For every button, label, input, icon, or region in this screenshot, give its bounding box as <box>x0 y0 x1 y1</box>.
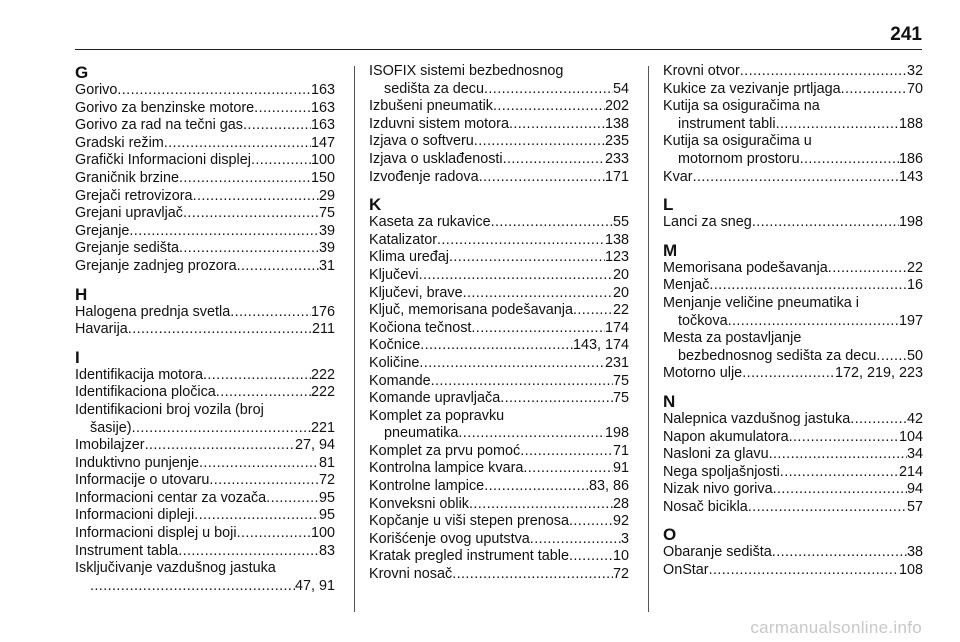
index-entry-text: Komande upravljača <box>369 390 501 407</box>
leader-dots <box>493 98 605 116</box>
index-entry <box>75 321 335 339</box>
index-entry-text: Informacioni displej u boji <box>75 525 237 542</box>
index-page-ref: 42 <box>906 410 923 427</box>
leader-dots <box>164 135 311 153</box>
leader-dots <box>193 188 319 206</box>
index-page-ref: 138 <box>604 115 629 132</box>
index-entry-text: sedišta za decu <box>384 80 484 97</box>
index-entry <box>75 472 335 490</box>
index-entry <box>663 429 923 447</box>
index-page-ref: 197 <box>898 312 923 329</box>
leader-dots <box>773 481 907 499</box>
watermark: carmanualsonline.info <box>750 618 922 637</box>
index-entry-text: Ključ, memorisana podešavanja <box>369 302 573 319</box>
leader-dots <box>693 169 899 187</box>
index-entry-text: Kutija sa osiguračima na <box>663 98 820 115</box>
index-entry-text: Mesta za postavljanje <box>663 330 802 347</box>
index-entry <box>369 425 629 443</box>
index-page-ref: 39 <box>318 240 335 257</box>
index-entry-text: Memorisana podešavanja <box>663 259 828 276</box>
section-letter: I <box>75 347 80 367</box>
leader-dots <box>117 82 311 100</box>
index-entry <box>369 232 629 250</box>
index-entry <box>75 304 335 322</box>
leader-dots <box>742 365 835 383</box>
index-entry-text: Komplet za prvu pomoć <box>369 442 521 459</box>
leader-dots <box>484 81 613 99</box>
index-page-ref: 75 <box>612 390 629 407</box>
index-entry-text: Instrument tabla <box>75 542 179 559</box>
index-entry-text: Komplet za popravku <box>369 407 505 424</box>
leader-dots <box>420 337 573 355</box>
index-entry <box>369 249 629 267</box>
index-page-ref: 186 <box>898 150 923 167</box>
index-entry-text: Gorivo za benzinske motore <box>75 99 255 116</box>
index-entry <box>369 133 629 151</box>
leader-dots <box>491 214 613 232</box>
index-page-ref: 16 <box>906 277 923 294</box>
index-entry-text: pneumatika <box>384 425 459 442</box>
index-entry-text: Menjač <box>663 277 710 294</box>
leader-dots <box>230 304 311 322</box>
leader-dots <box>458 425 605 443</box>
leader-dots <box>463 285 613 303</box>
leader-dots <box>523 460 613 478</box>
leader-dots <box>780 464 899 482</box>
index-entry <box>369 548 629 566</box>
index-entry-text: Halogena prednja svetla <box>75 303 231 320</box>
index-page-ref: 71 <box>612 442 629 459</box>
index-entry <box>75 437 335 455</box>
leader-dots <box>251 152 311 170</box>
index-entry-text: Ključevi, brave <box>369 284 463 301</box>
index-entry <box>369 81 629 99</box>
leader-dots <box>573 302 613 320</box>
index-page-ref: 163 <box>310 117 335 134</box>
leader-dots <box>419 355 605 373</box>
index-page-ref: 20 <box>612 284 629 301</box>
leader-dots <box>179 240 319 258</box>
index-entry <box>663 260 923 278</box>
index-entry <box>75 367 335 385</box>
index-page-ref: 20 <box>612 266 629 283</box>
index-entry-text: Izjava o usklađenosti <box>369 150 503 167</box>
index-entry-text: Isključivanje vazdušnog jastuka <box>75 560 276 577</box>
index-page-ref: 163 <box>310 82 335 98</box>
section-letter: K <box>369 195 382 215</box>
leader-dots <box>128 321 312 339</box>
leader-dots <box>748 499 907 517</box>
index-entry-text: Informacioni centar za vozača <box>75 489 267 506</box>
index-page-ref: 104 <box>898 428 923 445</box>
index-page-ref: 70 <box>906 80 923 97</box>
leader-dots <box>800 151 899 169</box>
leader-dots <box>266 490 319 508</box>
index-page-ref: 39 <box>318 222 335 239</box>
index-page-ref: 34 <box>906 446 923 463</box>
index-column-3 <box>663 63 923 580</box>
index-entry <box>663 116 923 134</box>
leader-dots <box>145 437 295 455</box>
index-entry <box>663 169 923 187</box>
leader-dots <box>752 214 899 232</box>
section-letter: O <box>663 525 677 545</box>
index-entry <box>663 481 923 499</box>
index-page-ref: 211 <box>312 321 335 338</box>
leader-dots <box>503 151 605 169</box>
index-entry <box>663 277 923 295</box>
index-entry-text: Nega spoljašnjosti <box>663 463 780 480</box>
index-entry-text: Informacioni dipleji <box>75 507 195 524</box>
leader-dots <box>129 223 319 241</box>
index-page-ref: 138 <box>604 231 629 248</box>
section-letter: G <box>75 63 89 82</box>
leader-dots <box>452 566 613 584</box>
index-page-ref: 174 <box>604 319 629 336</box>
index-entry-text: Graničnik brzine <box>75 169 179 186</box>
index-entry <box>663 562 923 580</box>
index-entry <box>75 205 335 223</box>
index-page-ref: 50 <box>906 347 923 364</box>
leader-dots <box>569 548 613 566</box>
index-entry-text: Kočiona tečnost <box>369 319 472 336</box>
leader-dots <box>474 133 605 151</box>
leader-dots <box>254 100 311 118</box>
index-entry-text: Klima uređaj <box>369 249 449 266</box>
index-page-ref: 83, 86 <box>588 478 629 495</box>
index-entry-text: Informacije o utovaru <box>75 472 210 489</box>
index-entry <box>369 285 629 303</box>
index-entry-text: Obaranje sedišta <box>663 544 772 561</box>
index-entry-text: Krovni nosač <box>369 566 453 583</box>
index-entry-text: Kontrolna lampice kvara <box>369 460 524 477</box>
index-entry-text: točkova <box>678 312 728 329</box>
index-page-ref: 22 <box>612 302 629 319</box>
leader-dots <box>419 267 613 285</box>
leader-dots <box>178 543 319 561</box>
index-page-ref: 100 <box>310 152 335 169</box>
index-column-2 <box>369 63 629 584</box>
index-entry <box>75 384 335 402</box>
index-entry-text: Kopčanje u viši stepen prenosa <box>369 513 570 530</box>
index-entry <box>369 460 629 478</box>
index-entry <box>75 135 335 153</box>
leader-dots <box>841 81 907 99</box>
leader-dots <box>479 169 605 187</box>
leader-dots <box>709 277 907 295</box>
index-entry-text: motornom prostoru <box>678 150 800 167</box>
leader-dots <box>850 411 907 429</box>
index-entry-text: Ključevi <box>369 266 419 283</box>
index-entry-text: Kvar <box>663 168 693 185</box>
leader-dots <box>728 313 899 331</box>
index-entry <box>369 151 629 169</box>
index-page-ref: 72 <box>612 566 629 583</box>
index-entry-text: Motorno ulje <box>663 365 743 382</box>
index-page-ref: 222 <box>310 366 335 383</box>
index-entry <box>75 223 335 241</box>
index-entry <box>75 82 335 100</box>
index-entry <box>663 411 923 429</box>
index-entry <box>663 348 923 366</box>
index-entry <box>369 478 629 496</box>
index-entry-text: Gorivo <box>75 82 118 98</box>
index-entry-text: Havarija <box>75 321 128 338</box>
index-page-ref: 198 <box>898 214 923 231</box>
index-entry-text: Nizak nivo goriva <box>663 481 773 498</box>
leader-dots <box>772 544 907 562</box>
index-entry <box>369 373 629 391</box>
index-entry <box>75 420 335 438</box>
leader-dots <box>179 170 311 188</box>
index-page-ref: 123 <box>604 249 629 266</box>
index-entry <box>369 531 629 549</box>
index-entry <box>369 355 629 373</box>
index-page-ref: 91 <box>612 460 629 477</box>
index-entry-text: Kočnice <box>369 337 421 354</box>
index-entry <box>75 525 335 543</box>
index-page-ref: 143, 174 <box>572 337 629 354</box>
leader-dots <box>199 455 319 473</box>
index-entry-text: bezbednosnog sedišta za decu <box>678 347 877 364</box>
index-entry-text: Krovni otvor <box>663 63 740 79</box>
index-page-ref: 214 <box>898 463 923 480</box>
leader-dots <box>237 525 311 543</box>
index-entry-text: Izduvni sistem motora <box>369 115 509 132</box>
index-page-ref: 75 <box>612 372 629 389</box>
index-page-ref: 57 <box>906 498 923 515</box>
leader-dots <box>876 348 907 366</box>
leader-dots <box>132 420 311 438</box>
index-entry <box>75 100 335 118</box>
index-entry-text: Grafički Informacioni displej <box>75 152 251 169</box>
index-entry-text: Kukice za vezivanje prtljaga <box>663 80 841 97</box>
index-entry <box>663 151 923 169</box>
index-entry-text: Nosač bicikla <box>663 498 748 515</box>
index-page-ref: 171 <box>604 168 629 185</box>
index-entry-text: šasije) <box>90 419 132 436</box>
index-page-ref: 47, 91 <box>294 577 335 594</box>
section-letter: M <box>663 240 678 260</box>
leader-dots <box>530 531 621 549</box>
index-entry-text: Količine <box>369 354 420 371</box>
index-page-ref: 221 <box>310 419 335 436</box>
leader-dots <box>484 478 589 496</box>
index-entry <box>369 214 629 232</box>
index-page-ref: 81 <box>318 454 335 471</box>
index-entry <box>75 490 335 508</box>
index-entry-text: Nasloni za glavu <box>663 446 769 463</box>
leader-dots <box>183 205 319 223</box>
index-page-ref: 3 <box>620 530 629 547</box>
leader-dots <box>500 390 613 408</box>
index-entry-text: Grejanje <box>75 222 130 239</box>
index-page-ref: 31 <box>318 257 335 274</box>
index-page-ref: 28 <box>612 495 629 512</box>
index-entry-text: Grejanje sedišta <box>75 240 179 257</box>
index-entry <box>75 170 335 188</box>
index-entry <box>663 365 923 383</box>
leader-dots <box>740 63 907 81</box>
index-entry-text: Korišćenje ovog uputstva <box>369 530 530 547</box>
index-entry <box>75 578 335 596</box>
leader-dots <box>469 496 613 514</box>
index-entry <box>369 116 629 134</box>
section-letter: N <box>663 391 676 411</box>
index-entry <box>369 302 629 320</box>
leader-dots <box>709 562 899 580</box>
index-page-ref: 233 <box>604 150 629 167</box>
index-entry <box>369 496 629 514</box>
leader-dots <box>243 117 311 135</box>
index-page-ref: 222 <box>310 384 335 401</box>
index-entry <box>369 98 629 116</box>
index-page-ref: 55 <box>612 214 629 231</box>
index-entry-text: Kratak pregled instrument table <box>369 548 569 565</box>
index-entry-text: Identifikacija motora <box>75 366 203 383</box>
leader-dots <box>431 373 613 391</box>
index-entry-text: Gradski režim <box>75 134 164 151</box>
index-entry <box>663 544 923 562</box>
index-page-ref: 29 <box>318 187 335 204</box>
index-column-1 <box>75 63 335 595</box>
index-page-ref: 198 <box>604 425 629 442</box>
page-number: 241 <box>890 24 922 45</box>
index-entry-text: Izvođenje radova <box>369 168 479 185</box>
index-entry <box>369 320 629 338</box>
index-page-ref: 10 <box>612 548 629 565</box>
index-page-ref: 95 <box>318 507 335 524</box>
index-page-ref: 32 <box>906 63 923 79</box>
index-entry-text: ISOFIX sistemi bezbednosnog <box>369 63 564 79</box>
leader-dots <box>194 507 319 525</box>
index-entry <box>369 390 629 408</box>
leader-dots <box>509 116 605 134</box>
leader-dots <box>769 446 907 464</box>
leader-dots <box>449 249 605 267</box>
leader-dots <box>203 367 311 385</box>
index-entry <box>75 240 335 258</box>
index-page-ref: 147 <box>310 134 335 151</box>
index-entry <box>369 443 629 461</box>
index-entry-text: Imobilajzer <box>75 437 145 454</box>
index-page-ref: 92 <box>612 513 629 530</box>
index-entry <box>75 152 335 170</box>
leader-dots <box>789 429 899 447</box>
index-entry <box>369 513 629 531</box>
index-entry <box>369 566 629 584</box>
index-entry <box>75 455 335 473</box>
index-entry-text: Menjanje veličine pneumatika i <box>663 294 859 311</box>
index-entry-text: Grejanje zadnjeg prozora <box>75 257 237 274</box>
index-page-ref: 202 <box>604 98 629 115</box>
index-page-ref: 188 <box>898 115 923 132</box>
index-page-ref: 150 <box>310 169 335 186</box>
index-page-ref: 143 <box>898 168 923 185</box>
index-entry-text: Nalepnica vazdušnog jastuka <box>663 410 851 427</box>
index-entry-text: Kaseta za rukavice <box>369 214 491 231</box>
column-divider <box>354 66 355 612</box>
index-entry-text: Napon akumulatora <box>663 428 789 445</box>
index-page-ref: 22 <box>906 259 923 276</box>
index-page-ref: 95 <box>318 489 335 506</box>
index-page-ref: 172, 219, 223 <box>834 365 923 382</box>
column-divider <box>648 66 649 612</box>
index-page-ref: 83 <box>318 542 335 559</box>
index-entry-text: Konveksni oblik <box>369 495 469 512</box>
leader-dots <box>437 232 605 250</box>
index-entry <box>663 446 923 464</box>
leader-dots <box>569 513 613 531</box>
index-entry-text: Grejači retrovizora <box>75 187 193 204</box>
section-letter: H <box>75 284 88 304</box>
index-page-ref: 75 <box>318 205 335 222</box>
index-entry <box>75 507 335 525</box>
index-page-ref: 72 <box>318 472 335 489</box>
leader-dots <box>520 443 613 461</box>
index-entry-text: Izjava o softveru <box>369 133 474 150</box>
index-entry-text: Induktivno punjenje <box>75 454 200 471</box>
index-page-ref: 94 <box>906 481 923 498</box>
index-entry <box>663 313 923 331</box>
leader-dots <box>828 260 907 278</box>
index-entry-text: Identifikacioni broj vozila (broj <box>75 401 264 418</box>
index-entry-text: Izbušeni pneumatik <box>369 98 493 115</box>
index-entry-text: instrument tabli <box>678 115 776 132</box>
index-entry <box>369 169 629 187</box>
index-entry-text: Lanci za sneg <box>663 214 752 231</box>
index-page-ref: 54 <box>612 80 629 97</box>
index-entry <box>663 214 923 232</box>
index-entry-text: OnStar <box>663 562 709 579</box>
index-entry-text: Grejani upravljač <box>75 205 183 222</box>
index-entry <box>75 188 335 206</box>
index-entry <box>663 499 923 517</box>
index-entry-text: Katalizator <box>369 231 437 248</box>
index-page-ref: 108 <box>898 562 923 579</box>
leader-dots <box>776 116 899 134</box>
index-entry <box>663 464 923 482</box>
index-page-ref: 38 <box>906 544 923 561</box>
leader-dots <box>471 320 605 338</box>
index-entry <box>369 267 629 285</box>
index-entry-text: Kontrolne lampice <box>369 478 485 495</box>
header-rule <box>75 49 922 50</box>
index-page-ref: 235 <box>604 133 629 150</box>
leader-dots <box>209 472 319 490</box>
leader-dots <box>90 578 295 596</box>
index-entry-text: Gorivo za rad na tečni gas <box>75 117 243 134</box>
index-page-ref: 176 <box>310 303 335 320</box>
index-entry <box>75 117 335 135</box>
index-page-ref: 100 <box>310 525 335 542</box>
section-letter: L <box>663 195 674 215</box>
index-page-ref: 231 <box>604 354 629 371</box>
index-entry <box>663 63 923 81</box>
index-entry <box>75 543 335 561</box>
leader-dots <box>216 384 311 402</box>
index-entry <box>75 258 335 276</box>
index-entry-text: Kutija sa osiguračima u <box>663 133 812 150</box>
index-entry-text: Identifikaciona pločica <box>75 384 216 401</box>
index-entry <box>663 81 923 99</box>
index-entry-text: Komande <box>369 372 431 389</box>
index-entry <box>369 337 629 355</box>
leader-dots <box>237 258 319 276</box>
index-page-ref: 163 <box>310 99 335 116</box>
index-page-ref: 27, 94 <box>294 437 335 454</box>
